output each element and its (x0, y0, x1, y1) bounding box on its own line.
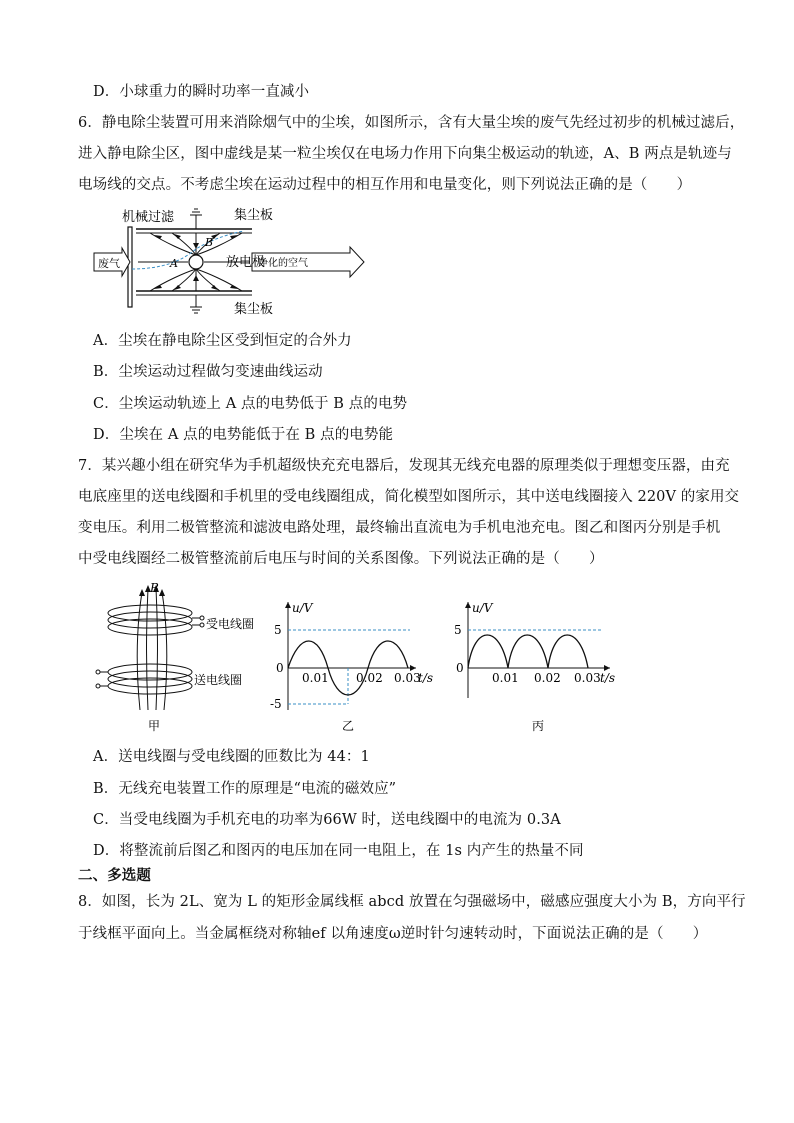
inlet-label: 废气 (98, 257, 120, 270)
section-multiple-choice-heading: 二、多选题 (78, 868, 151, 884)
bing-rectified-curve (468, 635, 588, 668)
svg-text:-5: -5 (270, 697, 282, 711)
q7-stem-line-3: 变电压。利用二极管整流和滤波电路处理，最终输出直流电为手机电池充电。图乙和图丙分别是手机 (78, 520, 721, 536)
svg-text:0.03: 0.03 (574, 671, 601, 685)
discharge-electrode (189, 255, 203, 269)
q6-option-b: B．尘埃运动过程做匀变速曲线运动 (93, 364, 323, 380)
q6-stem-line-3: 电场线的交点。不考虑尘埃在运动过程中的相互作用和电量变化，则下列说法正确的是（ ） (78, 177, 692, 193)
svg-text:0.02: 0.02 (534, 671, 561, 685)
q6-option-c: C．尘埃运动轨迹上 A 点的电势低于 B 点的电势 (93, 396, 408, 412)
q7-stem-line-1: 7．某兴趣小组在研究华为手机超级快充充电器后，发现其无线充电器的原理类似于理想变压器，由充 (78, 458, 730, 474)
svg-text:t/s: t/s (418, 671, 434, 685)
outlet-label: 净化的空气 (258, 258, 308, 269)
bottom-plate-label: 集尘板 (234, 302, 274, 317)
q6-stem-line-2: 进入静电除尘区，图中虚线是某一粒尘埃仅在电场力作用下向集尘极运动的轨迹，A、B 两点是轨迹与 (78, 146, 732, 162)
svg-text:0: 0 (456, 661, 464, 675)
svg-text:u/V: u/V (472, 601, 493, 615)
svg-text:u/V: u/V (292, 601, 313, 615)
q7-option-c: C．当受电线圈为手机充电的功率为66W 时，送电线圈中的电流为 0.3A (93, 812, 561, 828)
svg-text:0.03: 0.03 (394, 671, 421, 685)
b-field-label: B (150, 581, 159, 595)
q7-stem-line-4: 中受电线圈经二极管整流前后电压与时间的关系图像。下列说法正确的是（ ） (78, 551, 604, 567)
receive-coil-label: 受电线圈 (206, 617, 255, 631)
top-plate-label: 集尘板 (234, 208, 274, 223)
q7-chart-yi (270, 598, 434, 738)
svg-text:0.01: 0.01 (492, 671, 519, 685)
svg-text:t/s: t/s (600, 671, 616, 685)
fig-bing-caption: 丙 (532, 719, 545, 733)
svg-text:5: 5 (454, 623, 462, 637)
q6-precipitator-diagram (92, 203, 382, 318)
q7-option-b: B．无线充电装置工作的原理是“电流的磁效应” (93, 781, 397, 797)
q8-stem-line-2: 于线框平面向上。当金属框绕对称轴ef 以角速度ω逆时针匀速转动时，下面说法正确的是（ ） (78, 926, 708, 942)
q7-option-a: A．送电线圈与受电线圈的匝数比为 44：1 (93, 749, 370, 765)
q7-stem-line-2: 电底座里的送电线圈和手机里的受电线圈组成，简化模型如图所示，其中送电线圈接入 220V 的家用交 (78, 489, 740, 505)
fig-yi-caption: 乙 (342, 719, 355, 733)
fig-jia-caption: 甲 (148, 719, 161, 733)
q7-chart-bing (450, 598, 625, 738)
svg-text:0: 0 (276, 661, 284, 675)
electrode-label: 放电极 (226, 255, 266, 270)
q6-option-d: D．尘埃在 A 点的电势能低于在 B 点的电势能 (93, 427, 394, 443)
q8-stem-line-1: 8．如图，长为 2L、宽为 L 的矩形金属线框 abcd 放置在匀强磁场中，磁感应强度大小为 B，方向平行 (78, 894, 746, 910)
q5-option-d: D．小球重力的瞬时功率一直减小 (93, 84, 310, 100)
send-coil-label: 送电线圈 (194, 673, 243, 687)
point-a-label: A (170, 257, 178, 270)
q6-option-a: A．尘埃在静电除尘区受到恒定的合外力 (93, 333, 352, 349)
q7-coils-diagram (92, 580, 272, 735)
svg-text:0.02: 0.02 (356, 671, 383, 685)
point-b-label: B (205, 236, 214, 249)
filter-bar (128, 227, 132, 307)
svg-text:0.01: 0.01 (302, 671, 329, 685)
q7-option-d: D．将整流前后图乙和图丙的电压加在同一电阻上，在 1s 内产生的热量不同 (93, 843, 584, 859)
q6-stem-line-1: 6．静电除尘装置可用来消除烟气中的尘埃，如图所示，含有大量尘埃的废气先经过初步的机械过滤后， (78, 115, 745, 131)
svg-text:5: 5 (274, 623, 282, 637)
filter-label: 机械过滤 (122, 210, 175, 225)
